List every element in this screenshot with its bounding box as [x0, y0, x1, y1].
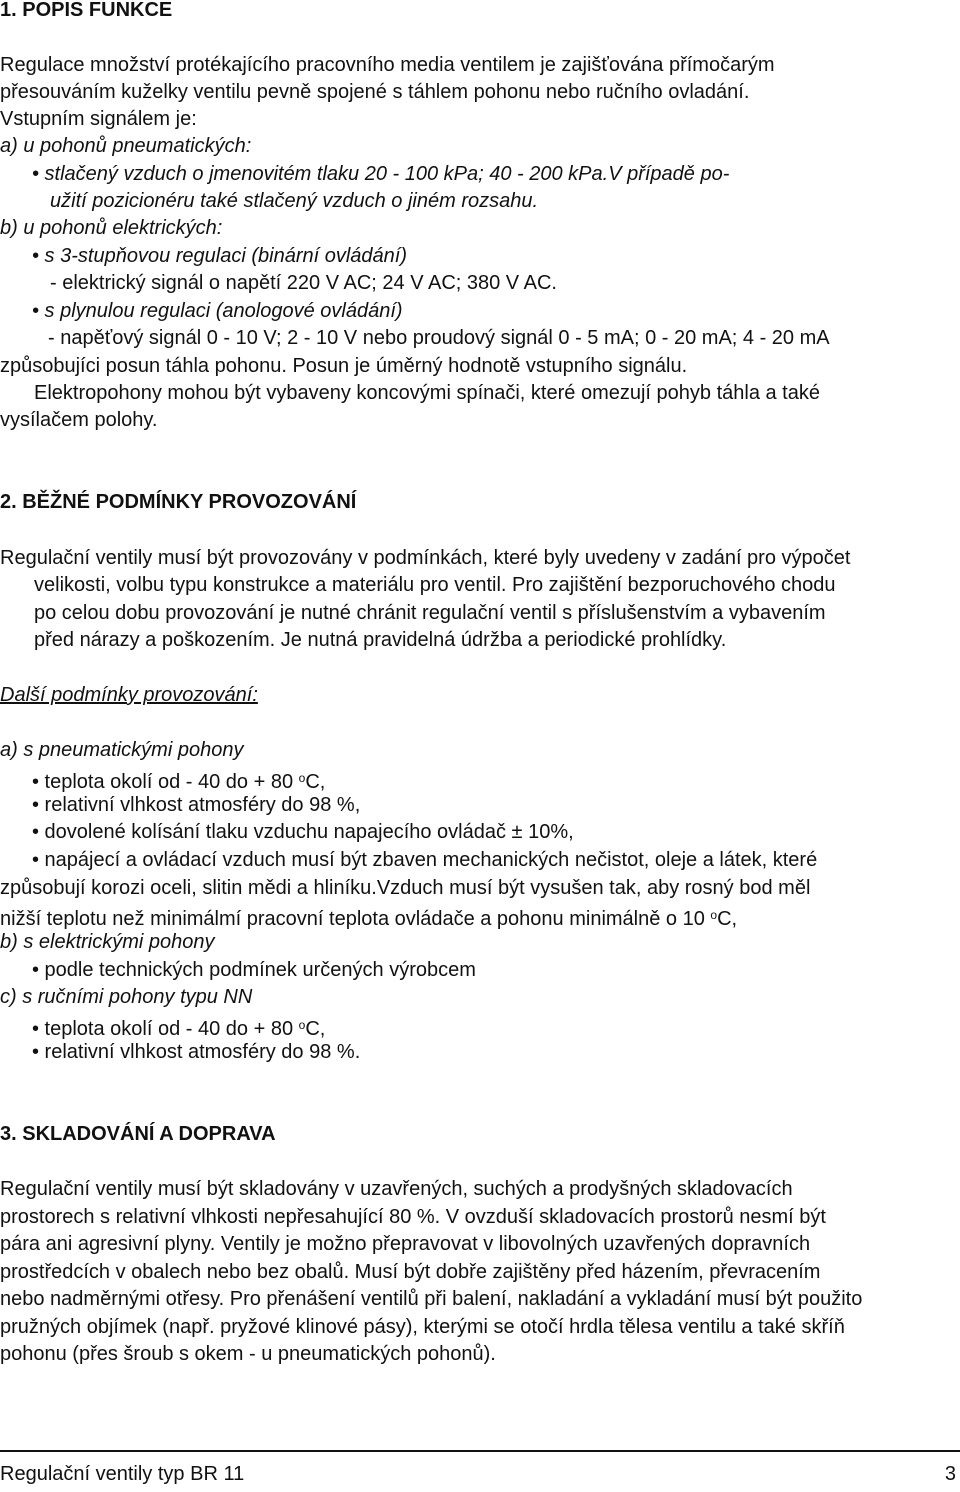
s2-item-a-pressure: • dovolené kolísání tlaku vzduchu napajecího ovládač ± 10%, [32, 821, 574, 843]
section-2-heading: 2. BĚŽNÉ PODMÍNKY PROVOZOVÁNÍ [0, 491, 357, 513]
footer-page-number: 3 [944, 1463, 956, 1485]
s2-item-b-bullet: • podle technických podmínek určených výrobcem [32, 959, 476, 981]
s2-item-a-air-last: nižší teplotu než minimálmí pracovní teplota ovládače a pohonu minimálně o 10 $^o$C, [0, 908, 738, 930]
s1-paragraph-2-line: Elektropohony mohou být vybaveny koncovými spínači, které omezují pohyb táhla a také [34, 382, 820, 404]
s2-paragraph-line: velikosti, volbu typu konstrukce a materiálu pro ventil. Pro zajištění bezporuchového chodu [34, 574, 836, 596]
s1-item-b-bullet-2-sub-cont: způsobujíci posun táhla pohonu. Posun je úměrný hodnotě vstupního signálu. [0, 355, 688, 377]
footer-title: Regulační ventily typ BR 11 [0, 1463, 245, 1485]
s1-item-b-bullet-1-sub: - elektrický signál o napětí 220 V AC; 24 V AC; 380 V AC. [50, 272, 557, 294]
s1-item-b-bullet-2-sub: - napěťový signál 0 - 10 V; 2 - 10 V nebo proudový signál 0 - 5 mA; 0 - 20 mA; 4 - 20 mA [48, 327, 830, 349]
s3-paragraph-line: pohonu (přes šroub s okem - u pneumatických pohonů). [0, 1343, 496, 1365]
s1-paragraph-2-line: vysílačem polohy. [0, 409, 158, 431]
footer-rule [0, 1450, 960, 1452]
s2-item-a-air-cont: způsobují korozi oceli, slitin mědi a hliníku.Vzduch musí být vysušen tak, aby rosný bod měl [0, 877, 811, 899]
s1-item-b-bullet-1: • s 3-stupňovou regulaci (binární ovládání) [32, 245, 407, 267]
s2-item-a-air: • napájecí a ovládací vzduch musí být zbaven mechanických nečistot, oleje a látek, které [32, 849, 818, 871]
s2-subheading: Další podmínky provozování: [0, 684, 258, 706]
s2-item-a-temperature: • teplota okolí od - 40 do + 80 $^o$C, [32, 771, 326, 793]
s3-paragraph-line: prostředcích v obalech nebo bez obalů. Musí být dobře zajištěny před házením, převracením [0, 1261, 821, 1283]
s1-item-a-label: a) u pohonů pneumatických: [0, 135, 252, 157]
section-3-heading: 3. SKLADOVÁNÍ A DOPRAVA [0, 1123, 276, 1145]
s3-paragraph-line: Regulační ventily musí být skladovány v uzavřených, suchých a prodyšných skladovacích [0, 1178, 793, 1200]
s3-paragraph-line: pára ani agresivní plyny. Ventily je možno přepravovat v libovolných uzavřených dopravních [0, 1233, 811, 1255]
s3-paragraph-line: pružných objímek (např. pryžové klinové pásy), kterými se otočí hrdla tělesa ventilu a také skříň [0, 1316, 845, 1338]
s3-paragraph-line: nebo nadměrnými otřesy. Pro přenášení ventilů při balení, nakladání a vykladání musí být použito [0, 1288, 863, 1310]
s2-item-a-humidity: • relativní vlhkost atmosféry do 98 %, [32, 794, 361, 816]
s1-item-b-bullet-2: • s plynulou regulaci (anologové ovládání) [32, 300, 403, 322]
s2-paragraph-line: před nárazy a poškozením. Je nutná pravidelná údržba a periodické prohlídky. [34, 629, 727, 651]
s1-paragraph-line: Regulace množství protékajícího pracovního media ventilem je zajišťována přímočarým [0, 54, 775, 76]
s2-item-c-humidity: • relativní vlhkost atmosféry do 98 %. [32, 1041, 361, 1063]
s2-item-a-label: a) s pneumatickými pohony [0, 739, 244, 761]
s1-item-a-bullet: • stlačený vzduch o jmenovitém tlaku 20 - 100 kPa; 40 - 200 kPa.V případě po- [32, 163, 730, 185]
s1-item-a-bullet-cont: užití pozicionéru také stlačený vzduch o jiném rozsahu. [50, 190, 539, 212]
s1-paragraph-line: přesouváním kuželky ventilu pevně spojené s táhlem pohonu nebo ručního ovladání. [0, 81, 750, 103]
s1-item-b-label: b) u pohonů elektrických: [0, 217, 223, 239]
s3-paragraph-line: prostorech s relativní vlhkosti nepřesahující 80 %. V ovzduší skladovacích prostorů nesmí být [0, 1206, 826, 1228]
s2-item-b-label: b) s elektrickými pohony [0, 931, 215, 953]
s2-item-c-temperature: • teplota okolí od - 40 do + 80 $^o$C, [32, 1018, 326, 1040]
section-1-heading: 1. POPIS FUNKCE [0, 0, 173, 21]
s2-paragraph-line: po celou dobu provozování je nutné chránit regulační ventil s příslušenstvím a vybavením [34, 602, 826, 624]
s1-paragraph-line: Vstupním signálem je: [0, 108, 197, 130]
s2-item-c-label: c) s ručními pohony typu NN [0, 986, 253, 1008]
s2-paragraph-line: Regulační ventily musí být provozovány v podmínkách, které byly uvedeny v zadání pro výpočet [0, 547, 851, 569]
